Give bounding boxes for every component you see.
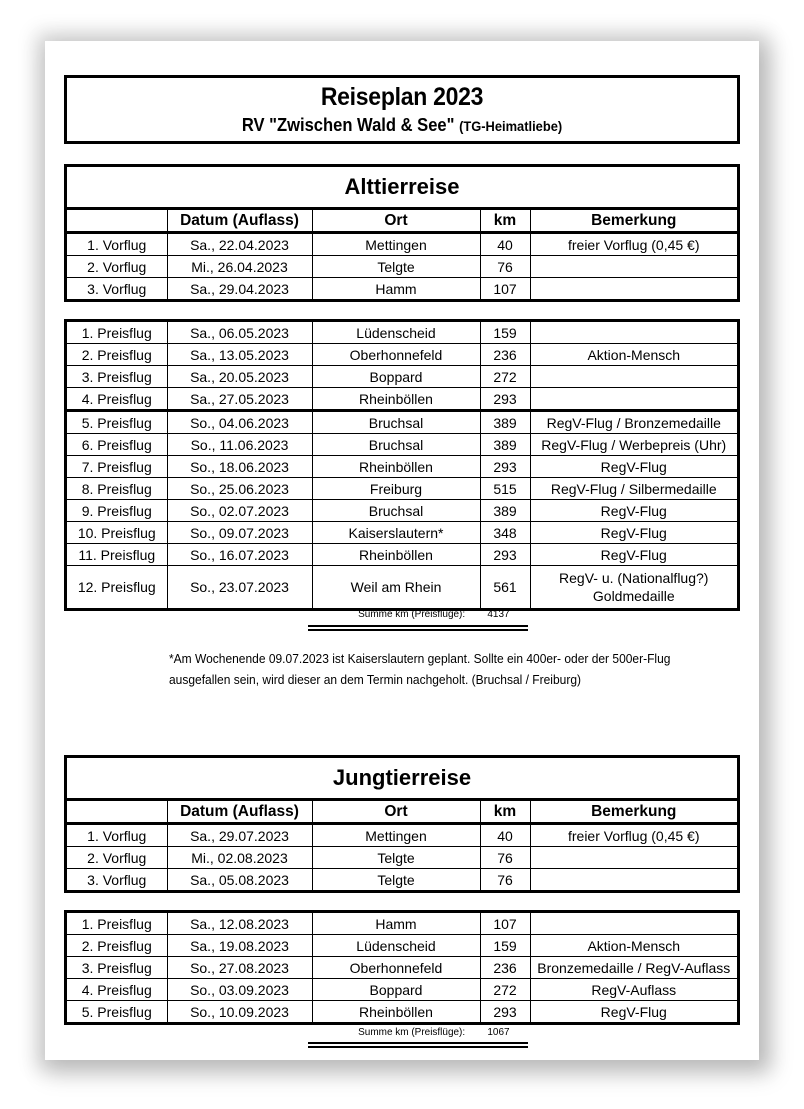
cell-bemerkung: freier Vorflug (0,45 €) — [530, 824, 737, 847]
col-header-km: km — [480, 801, 530, 824]
cell-nr: 4. Preisflug — [67, 979, 167, 1001]
cell-bemerkung: freier Vorflug (0,45 €) — [530, 233, 737, 256]
cell-ort: Telgte — [312, 256, 480, 278]
cell-bemerkung — [530, 913, 737, 935]
table-row — [67, 478, 737, 500]
cell-nr: 1. Vorflug — [67, 233, 167, 256]
cell-nr: 2. Preisflug — [67, 344, 167, 366]
col-header-nr — [67, 801, 167, 824]
table-row — [67, 957, 737, 979]
footnote: *Am Wochenende 09.07.2023 ist Kaiserslautern geplant. Sollte ein 400er- oder der 500er-Flug ausgefallen sein, wird dieser an dem Termin nachgeholt. (Bruchsal / Freiburg) — [169, 652, 671, 687]
cell-datum: Sa., 29.07.2023 — [167, 824, 312, 847]
sum-value: 4137 — [487, 608, 510, 620]
cell-nr: 3. Vorflug — [67, 278, 167, 300]
cell-bemerkung: RegV-Flug — [530, 544, 737, 566]
table-row — [67, 456, 737, 478]
alttier-preisflug-table — [64, 319, 740, 611]
cell-km: 348 — [480, 522, 530, 544]
cell-datum: So., 02.07.2023 — [167, 500, 312, 522]
cell-bemerkung — [530, 847, 737, 869]
cell-nr: 10. Preisflug — [67, 522, 167, 544]
cell-datum: So., 25.06.2023 — [167, 478, 312, 500]
cell-bemerkung — [530, 278, 737, 300]
table-row — [67, 544, 737, 566]
cell-ort: Rheinböllen — [312, 388, 480, 411]
cell-km: 236 — [480, 957, 530, 979]
table-row — [67, 344, 737, 366]
cell-datum: So., 23.07.2023 — [167, 566, 312, 609]
cell-ort: Rheinböllen — [312, 1001, 480, 1023]
cell-bemerkung: RegV- u. (Nationalflug?) Goldmedaille — [530, 566, 737, 609]
cell-km: 293 — [480, 388, 530, 411]
cell-km: 107 — [480, 913, 530, 935]
cell-datum: Mi., 02.08.2023 — [167, 847, 312, 869]
cell-bemerkung: RegV-Flug — [530, 500, 737, 522]
cell-bemerkung: RegV-Flug — [530, 1001, 737, 1023]
cell-ort: Bruchsal — [312, 411, 480, 434]
cell-nr: 12. Preisflug — [67, 566, 167, 609]
cell-km: 76 — [480, 869, 530, 891]
col-header-nr — [67, 210, 167, 233]
cell-km: 107 — [480, 278, 530, 300]
col-header-bemerkung: Bemerkung — [530, 210, 737, 233]
table-row — [67, 500, 737, 522]
sum-double-underline — [308, 1042, 528, 1048]
table-row — [67, 566, 737, 609]
cell-ort: Oberhonnefeld — [312, 344, 480, 366]
cell-bemerkung — [530, 388, 737, 411]
table-row — [67, 869, 737, 891]
cell-ort: Telgte — [312, 847, 480, 869]
cell-datum: So., 09.07.2023 — [167, 522, 312, 544]
cell-km: 159 — [480, 322, 530, 344]
cell-datum: Mi., 26.04.2023 — [167, 256, 312, 278]
cell-nr: 7. Preisflug — [67, 456, 167, 478]
cell-nr: 6. Preisflug — [67, 434, 167, 456]
cell-ort: Weil am Rhein — [312, 566, 480, 609]
cell-datum: So., 27.08.2023 — [167, 957, 312, 979]
sum-double-underline — [308, 625, 528, 631]
table-row — [67, 411, 737, 434]
cell-nr: 9. Preisflug — [67, 500, 167, 522]
table-row — [67, 913, 737, 935]
cell-datum: Sa., 06.05.2023 — [167, 322, 312, 344]
cell-nr: 1. Preisflug — [67, 913, 167, 935]
cell-datum: So., 10.09.2023 — [167, 1001, 312, 1023]
col-header-ort: Ort — [312, 801, 480, 824]
cell-km: 76 — [480, 847, 530, 869]
cell-nr: 3. Preisflug — [67, 957, 167, 979]
sum-label: Summe km (Preisflüge): — [358, 608, 466, 620]
cell-datum: Sa., 29.04.2023 — [167, 278, 312, 300]
cell-bemerkung — [530, 366, 737, 388]
col-header-bemerkung: Bemerkung — [530, 801, 737, 824]
table-row — [67, 278, 737, 300]
cell-datum: So., 04.06.2023 — [167, 411, 312, 434]
cell-ort: Bruchsal — [312, 500, 480, 522]
table-row — [67, 824, 737, 847]
cell-bemerkung: RegV-Flug — [530, 456, 737, 478]
document-page — [45, 41, 759, 1060]
cell-ort: Rheinböllen — [312, 544, 480, 566]
table-row — [67, 366, 737, 388]
club-name: RV "Zwischen Wald & See" — [241, 115, 455, 135]
cell-nr: 5. Preisflug — [67, 1001, 167, 1023]
col-header-datum: Datum (Auflass) — [167, 210, 312, 233]
cell-bemerkung: Aktion-Mensch — [530, 344, 737, 366]
cell-km: 389 — [480, 434, 530, 456]
cell-ort: Mettingen — [312, 824, 480, 847]
cell-ort: Rheinböllen — [312, 456, 480, 478]
cell-ort: Freiburg — [312, 478, 480, 500]
cell-km: 272 — [480, 979, 530, 1001]
title-box — [64, 75, 740, 144]
table-row — [67, 233, 737, 256]
cell-nr: 11. Preisflug — [67, 544, 167, 566]
col-header-km: km — [480, 210, 530, 233]
cell-ort: Bruchsal — [312, 434, 480, 456]
cell-bemerkung: RegV-Flug / Werbepreis (Uhr) — [530, 434, 737, 456]
cell-km: 293 — [480, 456, 530, 478]
page-title: Reiseplan 2023 — [320, 83, 484, 111]
cell-nr: 2. Preisflug — [67, 935, 167, 957]
cell-bemerkung: RegV-Flug / Silbermedaille — [530, 478, 737, 500]
cell-km: 76 — [480, 256, 530, 278]
sum-label: Summe km (Preisflüge): — [358, 1026, 466, 1038]
cell-nr: 3. Vorflug — [67, 869, 167, 891]
table-row — [67, 979, 737, 1001]
table-row — [67, 256, 737, 278]
cell-nr: 5. Preisflug — [67, 411, 167, 434]
cell-km: 236 — [480, 344, 530, 366]
jungtier-vorflug-table — [64, 755, 740, 893]
cell-nr: 2. Vorflug — [67, 847, 167, 869]
cell-km: 293 — [480, 1001, 530, 1023]
table-row — [67, 388, 737, 411]
cell-datum: Sa., 12.08.2023 — [167, 913, 312, 935]
cell-km: 40 — [480, 233, 530, 256]
cell-datum: Sa., 27.05.2023 — [167, 388, 312, 411]
jungtier-preisflug-table — [64, 910, 740, 1025]
cell-km: 389 — [480, 411, 530, 434]
cell-ort: Lüdenscheid — [312, 935, 480, 957]
cell-km: 159 — [480, 935, 530, 957]
cell-bemerkung — [530, 256, 737, 278]
cell-ort: Hamm — [312, 913, 480, 935]
cell-bemerkung: Aktion-Mensch — [530, 935, 737, 957]
cell-datum: So., 16.07.2023 — [167, 544, 312, 566]
cell-datum: Sa., 13.05.2023 — [167, 344, 312, 366]
cell-km: 40 — [480, 824, 530, 847]
cell-nr: 8. Preisflug — [67, 478, 167, 500]
cell-datum: Sa., 20.05.2023 — [167, 366, 312, 388]
cell-datum: Sa., 22.04.2023 — [167, 233, 312, 256]
cell-ort: Hamm — [312, 278, 480, 300]
section-title-jungtier: Jungtierreise — [67, 758, 737, 801]
cell-bemerkung — [530, 869, 737, 891]
cell-bemerkung — [530, 322, 737, 344]
table-header — [67, 210, 737, 233]
cell-ort: Telgte — [312, 869, 480, 891]
cell-ort: Boppard — [312, 366, 480, 388]
cell-bemerkung: RegV-Flug / Bronzemedaille — [530, 411, 737, 434]
table-row — [67, 322, 737, 344]
cell-bemerkung: RegV-Flug — [530, 522, 737, 544]
table-row — [67, 1001, 737, 1023]
cell-datum: Sa., 05.08.2023 — [167, 869, 312, 891]
cell-datum: So., 03.09.2023 — [167, 979, 312, 1001]
cell-datum: Sa., 19.08.2023 — [167, 935, 312, 957]
cell-nr: 1. Vorflug — [67, 824, 167, 847]
cell-bemerkung: Bronzemedaille / RegV-Auflass — [530, 957, 737, 979]
col-header-ort: Ort — [312, 210, 480, 233]
table-row — [67, 434, 737, 456]
cell-km: 293 — [480, 544, 530, 566]
cell-bemerkung: RegV-Auflass — [530, 979, 737, 1001]
sum-value: 1067 — [487, 1026, 510, 1038]
table-row — [67, 522, 737, 544]
table-row — [67, 935, 737, 957]
cell-ort: Lüdenscheid — [312, 322, 480, 344]
section-title-alttier: Alttierreise — [67, 167, 737, 210]
cell-datum: So., 11.06.2023 — [167, 434, 312, 456]
cell-nr: 3. Preisflug — [67, 366, 167, 388]
col-header-datum: Datum (Auflass) — [167, 801, 312, 824]
alttier-vorflug-table — [64, 164, 740, 302]
cell-km: 272 — [480, 366, 530, 388]
cell-ort: Mettingen — [312, 233, 480, 256]
table-row — [67, 847, 737, 869]
cell-ort: Kaiserslautern* — [312, 522, 480, 544]
cell-nr: 1. Preisflug — [67, 322, 167, 344]
cell-km: 561 — [480, 566, 530, 609]
table-header — [67, 801, 737, 824]
cell-datum: So., 18.06.2023 — [167, 456, 312, 478]
cell-nr: 2. Vorflug — [67, 256, 167, 278]
cell-ort: Boppard — [312, 979, 480, 1001]
cell-km: 515 — [480, 478, 530, 500]
cell-km: 389 — [480, 500, 530, 522]
club-group: (TG-Heimatliebe) — [459, 118, 563, 134]
page-subtitle — [94, 115, 710, 136]
cell-ort: Oberhonnefeld — [312, 957, 480, 979]
cell-nr: 4. Preisflug — [67, 388, 167, 411]
